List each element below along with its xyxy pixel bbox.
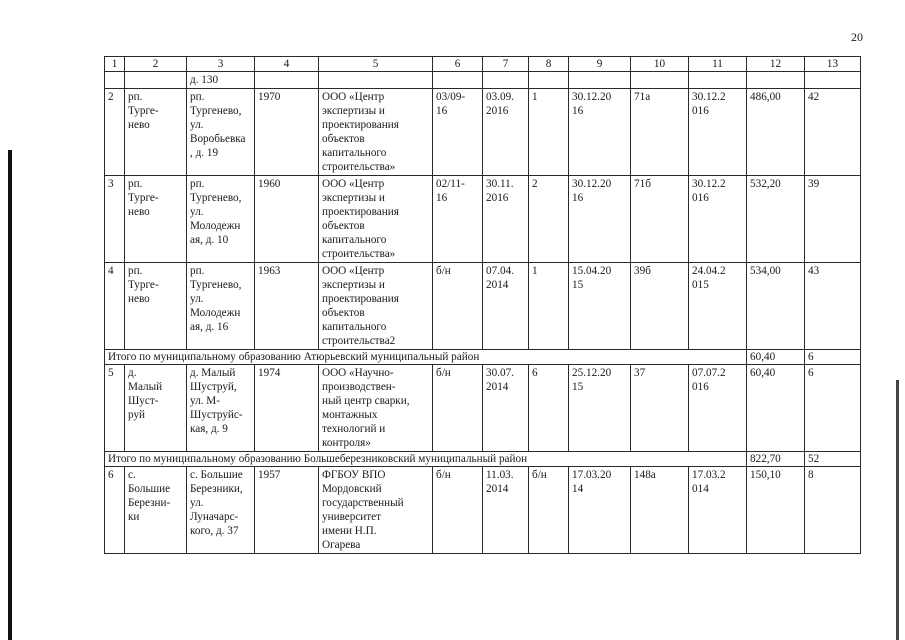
- column-header: 5: [319, 57, 433, 72]
- table-cell: ООО «Научно- производствен- ный центр сварки, монтажных технологий и контроля»: [319, 365, 433, 452]
- table-cell: 71а: [631, 89, 689, 176]
- table-cell: 39б: [631, 263, 689, 350]
- table-cell: 30.12.20 16: [569, 89, 631, 176]
- column-header: 11: [689, 57, 747, 72]
- table-cell: 37: [631, 365, 689, 452]
- table-cell: [319, 72, 433, 89]
- table-cell: 30.12.2 016: [689, 89, 747, 176]
- table-cell: 15.04.20 15: [569, 263, 631, 350]
- column-header: 6: [433, 57, 483, 72]
- table-cell: б/н: [433, 365, 483, 452]
- table-cell: д. Малый Шуструй, ул. М- Шуструйс- кая, д. 9: [187, 365, 255, 452]
- table-cell: 30.11. 2016: [483, 176, 529, 263]
- table-cell: с. Большие Березни- ки: [125, 467, 187, 554]
- scan-edge-left: [8, 150, 12, 640]
- continuation-row: [105, 72, 861, 89]
- table-cell: [255, 72, 319, 89]
- column-header: 12: [747, 57, 805, 72]
- table-cell: 03/09- 16: [433, 89, 483, 176]
- column-header: 7: [483, 57, 529, 72]
- table-cell: 1974: [255, 365, 319, 452]
- column-header: 4: [255, 57, 319, 72]
- table-cell: 60,40: [747, 365, 805, 452]
- table-cell: рп. Турге- нево: [125, 263, 187, 350]
- table-cell: 30.12.20 16: [569, 176, 631, 263]
- table-cell: рп. Тургенево, ул. Молодежн ая, д. 10: [187, 176, 255, 263]
- table-cell: [747, 72, 805, 89]
- column-header: 1: [105, 57, 125, 72]
- table-cell: 8: [805, 467, 861, 554]
- table-cell: 43: [805, 263, 861, 350]
- table-cell: 1963: [255, 263, 319, 350]
- table-cell: 42: [805, 89, 861, 176]
- row-number: 6: [105, 467, 125, 554]
- total-area: 60,40: [747, 350, 805, 365]
- table-cell: 6: [529, 365, 569, 452]
- table-cell: б/н: [529, 467, 569, 554]
- total-label: Итого по муниципальному образованию Большеберезниковский муниципальный район: [105, 452, 747, 467]
- row-number: 3: [105, 176, 125, 263]
- table-row: [105, 467, 861, 554]
- row-number: 2: [105, 89, 125, 176]
- total-count: 52: [805, 452, 861, 467]
- table-cell: [631, 72, 689, 89]
- total-label: Итого по муниципальному образованию Атюрьевский муниципальный район: [105, 350, 747, 365]
- table-cell: рп. Тургенево, ул. Молодежн ая, д. 16: [187, 263, 255, 350]
- table-cell: рп. Турге- нево: [125, 89, 187, 176]
- table-cell: [105, 72, 125, 89]
- table-cell: 25.12.20 15: [569, 365, 631, 452]
- column-header: 13: [805, 57, 861, 72]
- table-cell: 1970: [255, 89, 319, 176]
- table-cell: 17.03.2 014: [689, 467, 747, 554]
- table-cell: [483, 72, 529, 89]
- table-cell: б/н: [433, 263, 483, 350]
- total-area: 822,70: [747, 452, 805, 467]
- table-cell: [433, 72, 483, 89]
- row-number: 4: [105, 263, 125, 350]
- table-cell: рп. Тургенево, ул. Воробьевка , д. 19: [187, 89, 255, 176]
- table-cell: [689, 72, 747, 89]
- table-cell: 07.04. 2014: [483, 263, 529, 350]
- table-cell: 532,20: [747, 176, 805, 263]
- table-cell: 1957: [255, 467, 319, 554]
- table-cell: 534,00: [747, 263, 805, 350]
- column-header: 9: [569, 57, 631, 72]
- table-cell: 148а: [631, 467, 689, 554]
- table-cell: 07.07.2 016: [689, 365, 747, 452]
- table-cell: ООО «Центр экспертизы и проектирования объектов капитального строительства»: [319, 89, 433, 176]
- table-cell: 71б: [631, 176, 689, 263]
- table-cell: ООО «Центр экспертизы и проектирования объектов капитального строительства»: [319, 176, 433, 263]
- table-cell: 1: [529, 89, 569, 176]
- table-row: [105, 365, 861, 452]
- table-cell: 39: [805, 176, 861, 263]
- page-number: 20: [851, 30, 863, 44]
- table-cell: [569, 72, 631, 89]
- table-cell: 02/11- 16: [433, 176, 483, 263]
- table-cell: 03.09. 2016: [483, 89, 529, 176]
- scan-edge-right: [896, 380, 899, 640]
- table-cell: 30.07. 2014: [483, 365, 529, 452]
- table-cell: 11.03. 2014: [483, 467, 529, 554]
- table-cell: 6: [805, 365, 861, 452]
- table-row: [105, 89, 861, 176]
- table-cell: 1960: [255, 176, 319, 263]
- registry-table: [104, 56, 861, 554]
- table-row: [105, 263, 861, 350]
- table-cell: ФГБОУ ВПО Мордовский государственный университет имени Н.П. Огарева: [319, 467, 433, 554]
- table-cell: 1: [529, 263, 569, 350]
- table-row: [105, 176, 861, 263]
- column-header: 3: [187, 57, 255, 72]
- table-cell: д. Малый Шуст- руй: [125, 365, 187, 452]
- table-cell: 150,10: [747, 467, 805, 554]
- table-cell: 24.04.2 015: [689, 263, 747, 350]
- table-cell: 17.03.20 14: [569, 467, 631, 554]
- table-cell: 486,00: [747, 89, 805, 176]
- table-cell: ООО «Центр экспертизы и проектирования объектов капитального строительства2: [319, 263, 433, 350]
- table-cell: б/н: [433, 467, 483, 554]
- table-cell: [529, 72, 569, 89]
- column-header: 2: [125, 57, 187, 72]
- row-number: 5: [105, 365, 125, 452]
- table-cell: [125, 72, 187, 89]
- column-header: 10: [631, 57, 689, 72]
- district-total-row: [105, 452, 861, 467]
- table-cell: с. Большие Березники, ул. Луначарс- кого, д. 37: [187, 467, 255, 554]
- table-cell: д. 130: [187, 72, 255, 89]
- total-count: 6: [805, 350, 861, 365]
- column-header-row: [105, 57, 861, 72]
- table-cell: рп. Турге- нево: [125, 176, 187, 263]
- district-total-row: [105, 350, 861, 365]
- column-header: 8: [529, 57, 569, 72]
- table-cell: [805, 72, 861, 89]
- table-cell: 2: [529, 176, 569, 263]
- table-cell: 30.12.2 016: [689, 176, 747, 263]
